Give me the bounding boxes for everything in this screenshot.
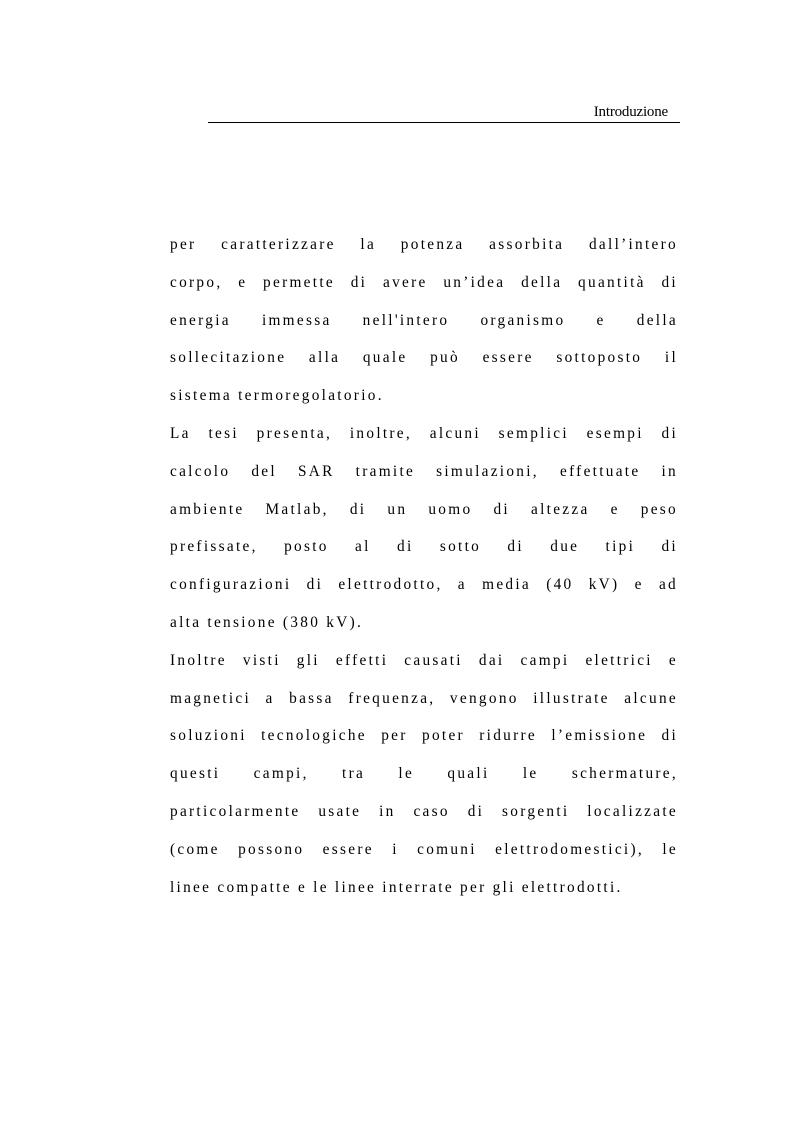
text-line: (come possono essere i comuni elettrodomestici), le	[170, 840, 678, 858]
text-line: questi campi, tra le quali le schermature,	[170, 765, 678, 783]
header-title: Introduzione	[593, 104, 668, 120]
text-line: La tesi presenta, inoltre, alcuni semplici esempi di	[170, 424, 678, 442]
text-line: calcolo del SAR tramite simulazioni, effettuate in	[170, 462, 678, 480]
text-line: configurazioni di elettrodotto, a media (40 kV) e ad	[170, 576, 678, 594]
text-line: energia immessa nell'intero organismo e della	[170, 311, 678, 329]
text-line: particolarmente usate in caso di sorgenti localizzate	[170, 802, 678, 820]
text-line: alta tensione (380 kV).	[170, 613, 364, 631]
text-line: soluzioni tecnologiche per poter ridurre l’emissione di	[170, 727, 678, 745]
text-line: per caratterizzare la potenza assorbita dall’intero	[170, 236, 678, 253]
text-line: sistema termoregolatorio.	[170, 387, 384, 405]
text-line: corpo, e permette di avere un’idea della quantità di	[170, 273, 678, 291]
body-text	[170, 226, 678, 906]
text-line: sollecitazione alla quale può essere sottoposto il	[170, 349, 678, 367]
text-line: Inoltre visti gli effetti causati dai campi elettrici e	[170, 651, 678, 669]
text-line: magnetici a bassa frequenza, vengono illustrate alcune	[170, 689, 678, 707]
running-header	[208, 102, 680, 123]
text-line: ambiente Matlab, di un uomo di altezza e peso	[170, 500, 678, 518]
text-line: prefissate, posto al di sotto di due tipi di	[170, 538, 678, 556]
text-line: linee compatte e le linee interrate per gli elettrodotti.	[170, 878, 623, 896]
